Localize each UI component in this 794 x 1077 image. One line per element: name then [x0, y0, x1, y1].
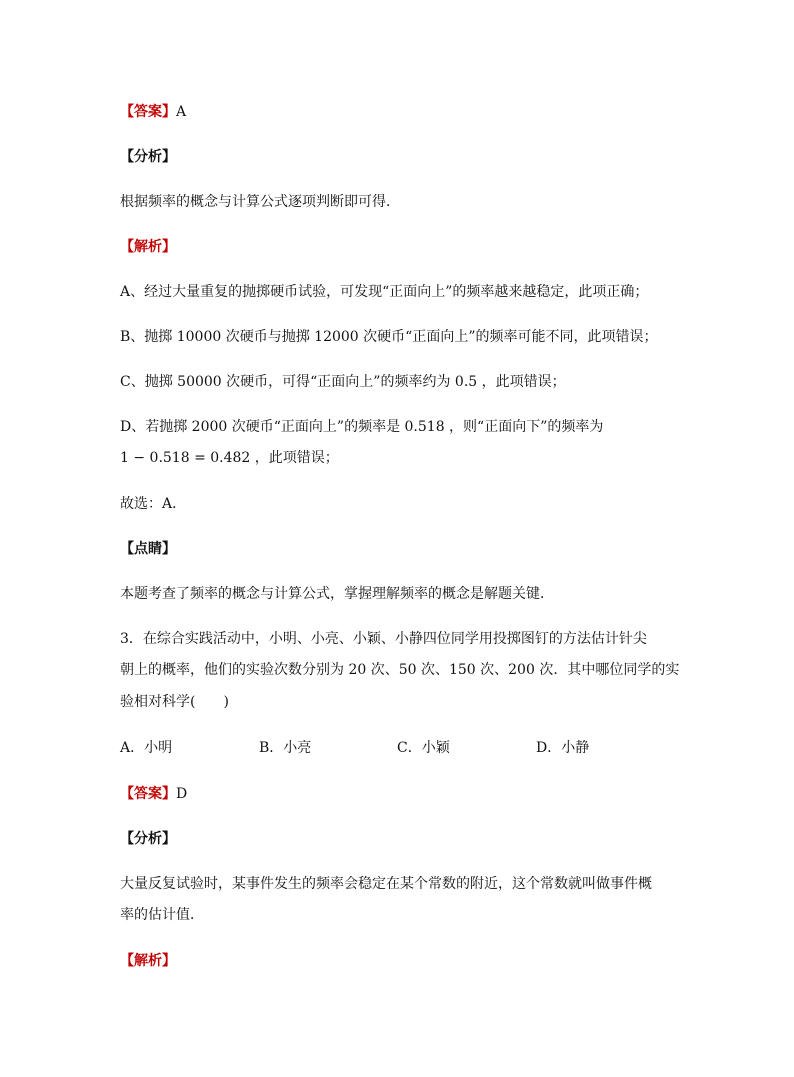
answer-1 [120, 102, 680, 122]
solution-1-option-a: A、经过大量重复的抛掷硬币试验，可发现“正面向上”的频率越来越稳定，此项正确； [120, 284, 649, 300]
analysis-label: 【分析】 [120, 831, 176, 847]
question-3-options [120, 738, 680, 758]
answer-value: D [176, 786, 188, 802]
solution-1-option-b: B、抛掷 10000 次硬币与抛掷 12000 次硬币“正面向上”的频率可能不同，此项错误； [120, 329, 658, 345]
answer-2 [120, 784, 680, 804]
solution-1-option-d-line2: 1 − 0.518 = 0.482 ，此项错误； [120, 450, 339, 466]
solution-1-option-d-line1: D、若抛掷 2000 次硬币“正面向上”的频率是 0.518 ，则“正面向下”的频率为 [120, 419, 604, 435]
analysis-2-line1: 大量反复试验时，某事件发生的频率会稳定在某个常数的附近，这个常数就叫做事件概 [120, 876, 652, 892]
option-a: A．小明 [120, 740, 173, 756]
solution-1-option-c: C、抛掷 50000 次硬币，可得“正面向上”的频率约为 0.5 ，此项错误； [120, 374, 566, 390]
solution-1-heading [120, 237, 680, 257]
analysis-label: 【分析】 [120, 149, 176, 165]
question-3-line3: 验相对科学( ) [120, 694, 229, 710]
answer-value: A [176, 104, 187, 120]
answer-label: 【答案】 [120, 786, 176, 802]
solution-label: 【解析】 [120, 239, 176, 255]
option-b: B．小亮 [259, 740, 312, 756]
solution-label: 【解析】 [120, 953, 176, 969]
question-3-line2: 朝上的概率，他们的实验次数分别为 20 次、50 次、150 次、200 次．其中哪位同学的实 [120, 662, 680, 678]
question-3-line1: 3．在综合实践活动中，小明、小亮、小颖、小静四位同学用投掷图钉的方法估计针尖 [120, 631, 647, 647]
comment-1-text: 本题考查了频率的概念与计算公式，掌握理解频率的概念是解题关键． [120, 586, 554, 602]
answer-label: 【答案】 [120, 104, 176, 120]
comment-1-heading [120, 539, 680, 559]
option-c: C．小颖 [397, 740, 450, 756]
option-d: D．小静 [536, 740, 590, 756]
comment-label: 【点睛】 [120, 541, 176, 557]
analysis-1-heading [120, 147, 680, 167]
solution-2-heading [120, 951, 680, 971]
analysis-1-text: 根据频率的概念与计算公式逐项判断即可得． [120, 194, 400, 210]
analysis-2-line2: 率的估计值． [120, 907, 204, 923]
choice-1: 故选：A． [120, 496, 187, 512]
analysis-2-heading [120, 829, 680, 849]
